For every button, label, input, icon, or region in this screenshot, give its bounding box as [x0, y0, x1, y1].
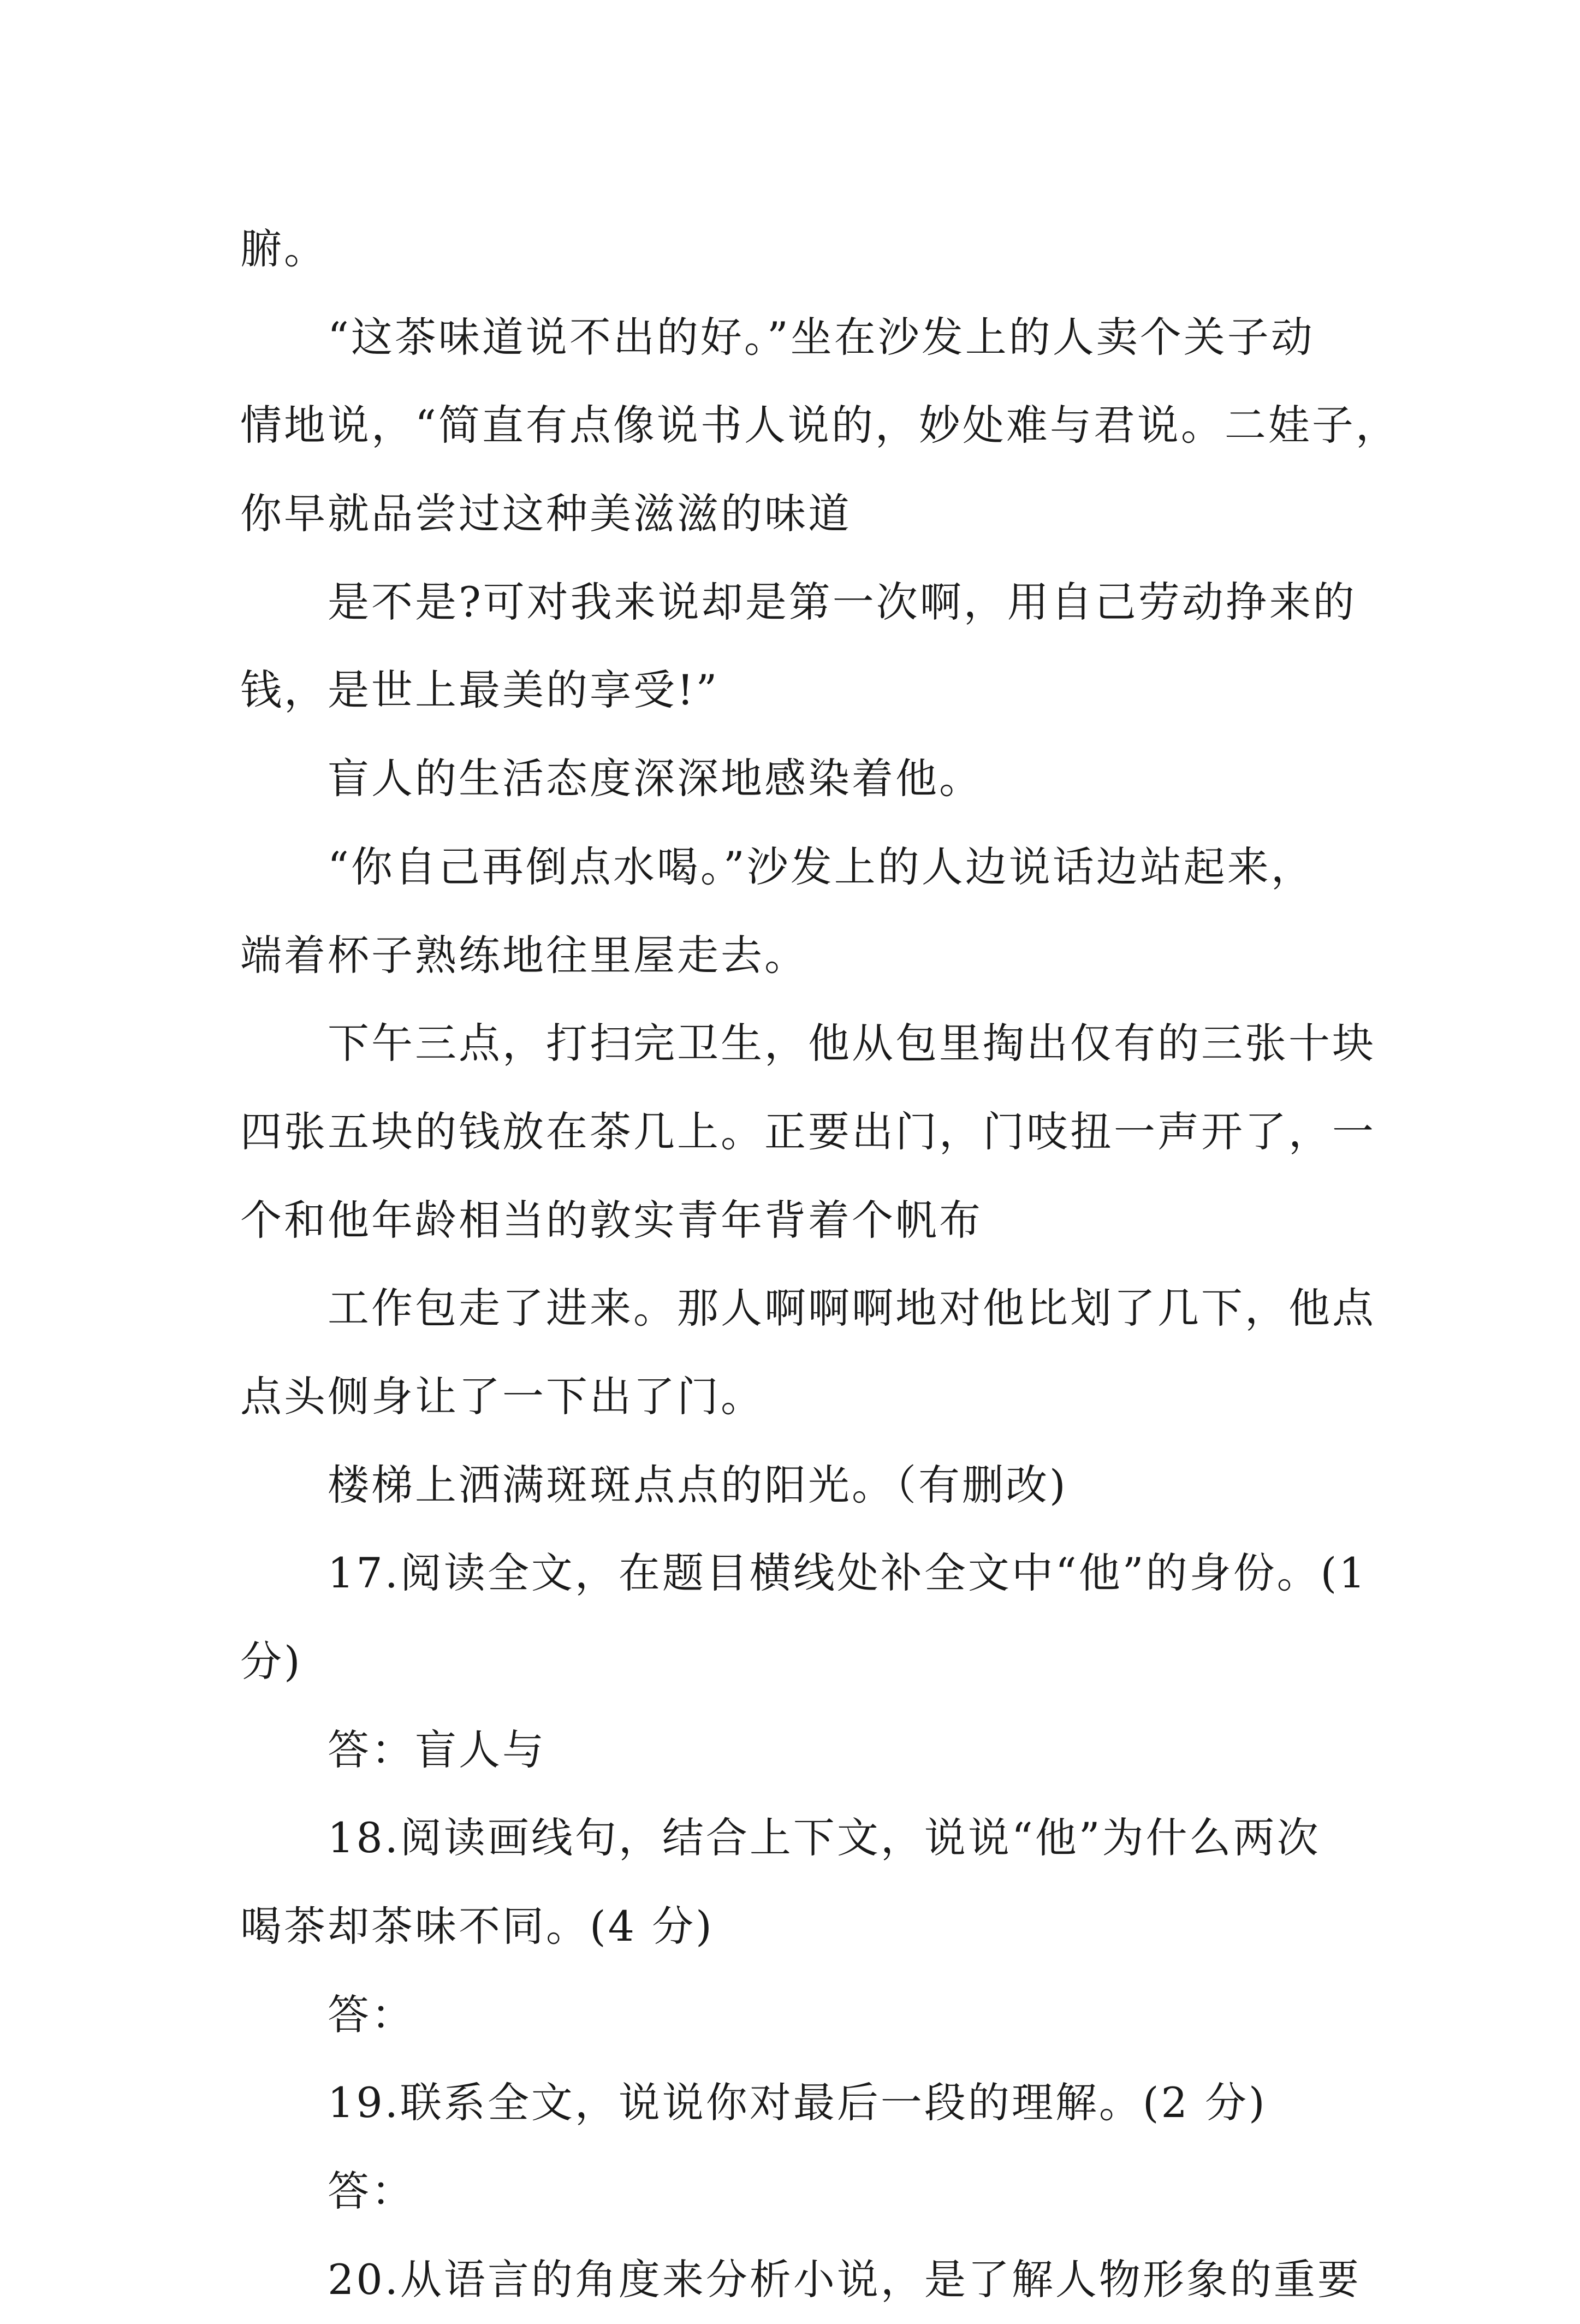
text-line: 腑。: [240, 224, 328, 273]
text-line: 四张五块的钱放在茶几上。正要出门，门吱扭一声开了，一: [240, 1107, 1376, 1156]
text-line: 端着杯子熟练地往里屋走去。: [240, 930, 808, 980]
answer-19: 答：: [328, 2167, 415, 2216]
text-line: 点头侧身让了一下出了门。: [240, 1372, 764, 1421]
question-17: 17.阅读全文，在题目横线处补全文中“他”的身份。(1: [328, 1549, 1368, 1598]
question-19: 19.联系全文，说说你对最后一段的理解。(2 分): [328, 2078, 1267, 2127]
question-18: 18.阅读画线句，结合上下文，说说“他”为什么两次: [328, 1813, 1321, 1863]
answer-17: 答：盲人与: [328, 1725, 546, 1774]
text-line: 你早就品尝过这种美滋滋的味道: [240, 489, 852, 538]
text-line: 盲人的生活态度深深地感染着他。: [328, 754, 983, 803]
text-line: “你自己再倒点水喝。”沙发上的人边说话边站起来，: [328, 842, 1315, 891]
text-line: 是不是?可对我来说却是第一次啊，用自己劳动挣来的: [328, 577, 1357, 626]
question-17-continuation: 分): [240, 1637, 302, 1686]
text-line: 个和他年龄相当的敦实青年背着个帆布: [240, 1195, 983, 1244]
text-line: 钱，是世上最美的享受!”: [240, 666, 720, 715]
text-line: 下午三点，打扫完卫生，他从包里掏出仅有的三张十块: [328, 1019, 1376, 1068]
question-18-continuation: 喝茶却茶味不同。(4 分): [240, 1902, 714, 1951]
answer-18: 答：: [328, 1990, 415, 2039]
text-line: 工作包走了进来。那人啊啊啊地对他比划了几下，他点: [328, 1284, 1376, 1333]
body-text: [240, 205, 1399, 2324]
text-line: 情地说，“简直有点像说书人说的，妙处难与君说。二娃子，: [240, 401, 1399, 450]
text-line: 楼梯上洒满斑斑点点的阳光。（有删改): [328, 1460, 1068, 1509]
text-line: “这茶味道说不出的好。”坐在沙发上的人卖个关子动: [328, 312, 1315, 361]
question-20: 20.从语言的角度来分析小说，是了解人物形象的重要: [328, 2255, 1361, 2304]
